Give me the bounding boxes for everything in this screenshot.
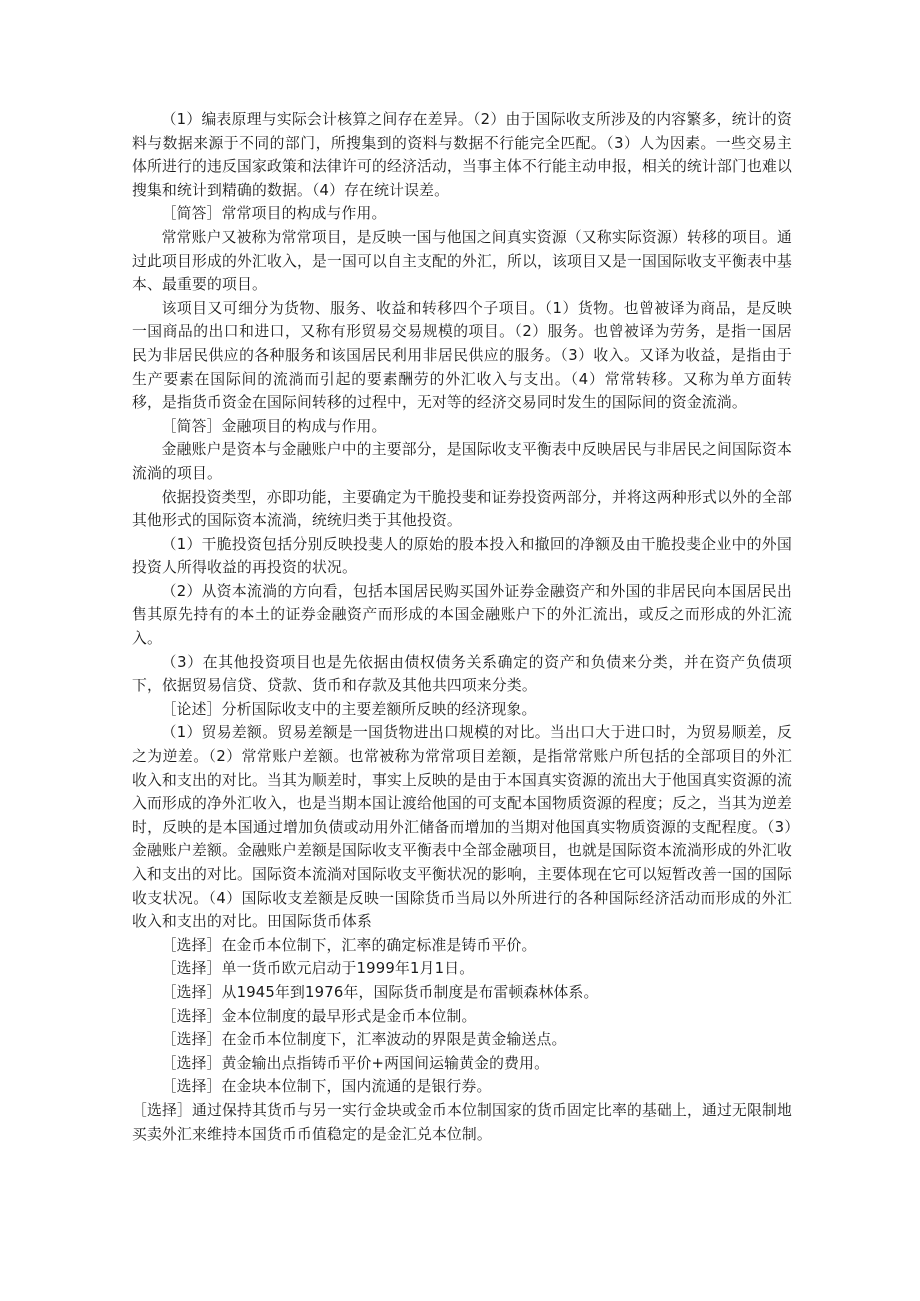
- document-body: [132, 108, 792, 1146]
- paragraph-current-account-subitems: 该项目又可细分为货物、服务、收益和转移四个子项目。（1）货物。也曾被译为商品，是反映一国商品的出口和进口，又称有形贸易交易规模的项目。（2）服务。也曾被译为劳务，是指一国居民为非居民供应的各种服务和该国居民利用非居民供应的服务。（3）收入。又译为收益，是指由于生产要素在国际间的流淌而引起的要素酬劳的外汇收入与支出。（4）常常转移。又称为单方面转移，是指货币资金在国际间转移的过程中，无对等的经济交易同时发生的国际间的资金流淌。: [132, 299, 792, 412]
- paragraph-financial-account-definition: 金融账户是资本与金融账户中的主要部分，是国际收支平衡表中反映居民与非居民之间国际资本流淌的项目。: [132, 441, 792, 482]
- choice-item-8: ［选择］通过保持其货币与另一实行金块或金币本位制国家的货币固定比率的基础上，通过无限制地买卖外汇来维持本国货币币值稳定的是金汇兑本位制。: [132, 1101, 792, 1143]
- choice-item-5: ［选择］在金币本位制度下，汇率波动的界限是黄金输送点。: [161, 1031, 567, 1049]
- choice-item-1: ［选择］在金币本位制下，汇率的确定标准是铸币平价。: [161, 936, 537, 954]
- heading-current-account-question: ［简答］常常项目的构成与作用。: [161, 205, 387, 223]
- choice-item-2: ［选择］单一货币欧元启动于1999年1月1日。: [161, 960, 475, 978]
- paragraph-investment-types: 依据投资类型，亦即功能，主要确定为干脆投斐和证券投资两部分，并将这两种形式以外的全部其他形式的国际资本流淌，统统归类于其他投资。: [132, 488, 792, 530]
- paragraph-other-investment: （3）在其他投资项目也是先依据由债权债务关系确定的资产和负债来分类，并在资产负债项下，依据贸易信贷、贷款、货币和存款及其他共四项来分类。: [132, 653, 792, 695]
- heading-balance-essay-question: ［论述］分析国际收支中的主要差额所反映的经济现象。: [161, 700, 537, 718]
- paragraph-direct-investment: （1）干脆投资包括分别反映投斐人的原始的股本投入和撤回的净额及由干脆投斐企业中的外国投资人所得收益的再投资的状况。: [132, 535, 792, 577]
- choice-item-7: ［选择］在金块本位制下，国内流通的是银行券。: [161, 1078, 492, 1096]
- choice-item-3: ［选择］从1945年到1976年，国际货币制度是布雷顿森林体系。: [161, 983, 599, 1001]
- paragraph-discrepancy-causes: （1）编表原理与实际会计核算之间存在差异。（2）由于国际收支所涉及的内容繁多，统计的资料与数据来源于不同的部门，所搜集到的资料与数据不行能完全匹配。（3）人为因素。一些交易主体所进行的违反国家政策和法律许可的经济活动，当事主体不行能主动申报，相关的统计部门也难以搜集和统计到精确的数据。（4）存在统计误差。: [132, 111, 792, 199]
- paragraph-balance-analysis: （1）贸易差额。贸易差额是一国货物进出口规模的对比。当出口大于进口时，为贸易顺差，反之为逆差。（2）常常账户差额。也常被称为常常项目差额，是指常常账户所包括的全部项目的外汇收入和支出的对比。当其为顺差时，事实上反映的是由于本国真实资源的流出大于他国真实资源的流入而形成的净外汇收入，也是当期本国让渡给他国的可支配本国物质资源的程度；反之，当其为逆差时，反映的是本国通过增加负债或动用外汇储备而增加的当期对他国真实物质资源的支配程度。（3）金融账户差额。金融账户差额是国际收支平衡表中全部金融项目，也就是国际资本流淌形成的外汇收入和支出的对比。国际资本流淌对国际收支平衡状况的影响，主要体现在它可以短暂改善一国的国际收支状况。（4）国际收支差额是反映一国除货币当局以外所进行的各种国际经济活动而形成的外汇收入和支出的对比。田国际货币体系: [132, 724, 792, 931]
- paragraph-current-account-definition: 常常账户又被称为常常项目，是反映一国与他国之间真实资源（又称实际资源）转移的项目。通过此项目形成的外汇收入，是一国可以自主支配的外汇，所以，该项目又是一国国际收支平衡表中基本、最重要的项目。: [132, 228, 792, 294]
- choice-item-4: ［选择］金本位制度的最早形式是金币本位制。: [161, 1007, 477, 1025]
- choice-item-6: ［选择］黄金输出点指铸币平价+两国间运输黄金的费用。: [161, 1054, 550, 1072]
- heading-financial-account-question: ［简答］金融项目的构成与作用。: [161, 417, 387, 435]
- paragraph-portfolio-investment: （2）从资本流淌的方向看，包括本国居民购买国外证券金融资产和外国的非居民向本国居民出售其原先持有的本土的证券金融资产而形成的本国金融账户下的外汇流出，或反之而形成的外汇流入。: [132, 582, 792, 648]
